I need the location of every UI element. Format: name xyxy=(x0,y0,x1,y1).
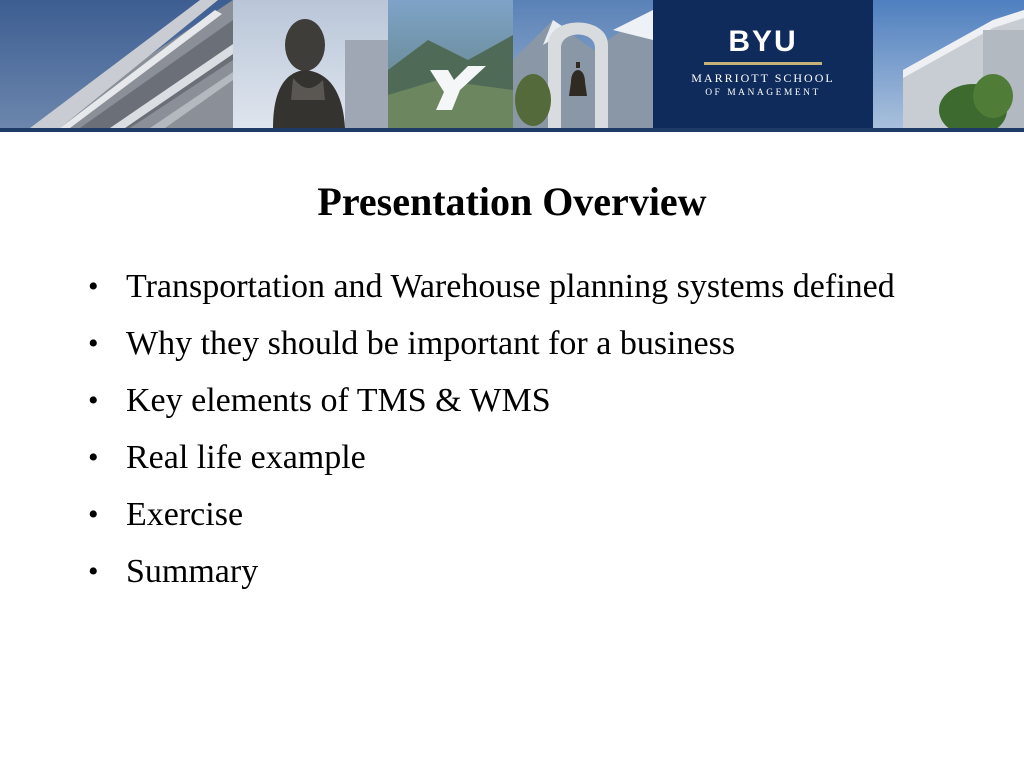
list-item xyxy=(88,549,948,595)
bullet-text: Summary xyxy=(126,553,259,590)
bullet-marker: • xyxy=(88,498,99,531)
list-item xyxy=(88,378,948,424)
list-item xyxy=(88,492,948,538)
bullet-marker: • xyxy=(88,270,99,303)
logo-rule xyxy=(704,62,822,65)
bullet-marker: • xyxy=(88,441,99,474)
logo-byu: BYU xyxy=(728,25,798,58)
banner-divider xyxy=(0,128,1024,132)
bullet-text: Key elements of TMS & WMS xyxy=(126,382,551,419)
skyscraper-photo xyxy=(0,0,233,128)
bullet-list xyxy=(88,264,948,606)
bullet-text: Real life example xyxy=(126,439,366,476)
bullet-marker: • xyxy=(88,384,99,417)
header-banner xyxy=(0,0,1024,128)
list-item xyxy=(88,435,948,481)
bullet-text: Why they should be important for a business xyxy=(126,325,736,362)
bullet-marker: • xyxy=(88,555,99,588)
bullet-text: Exercise xyxy=(126,496,244,533)
statue-photo xyxy=(233,0,388,128)
bell-tower-photo xyxy=(513,0,653,128)
list-item xyxy=(88,264,948,310)
slide-title: Presentation Overview xyxy=(317,179,707,224)
mountain-y-photo xyxy=(388,0,513,128)
logo-school-name: MARRIOTT SCHOOL xyxy=(691,71,835,85)
building-tree-photo xyxy=(873,0,1024,128)
bullet-marker: • xyxy=(88,327,99,360)
byu-marriott-logo xyxy=(653,0,873,128)
bullet-text: Transportation and Warehouse planning systems defined xyxy=(126,268,895,305)
list-item xyxy=(88,321,948,367)
logo-school-subtitle: OF MANAGEMENT xyxy=(705,88,821,98)
